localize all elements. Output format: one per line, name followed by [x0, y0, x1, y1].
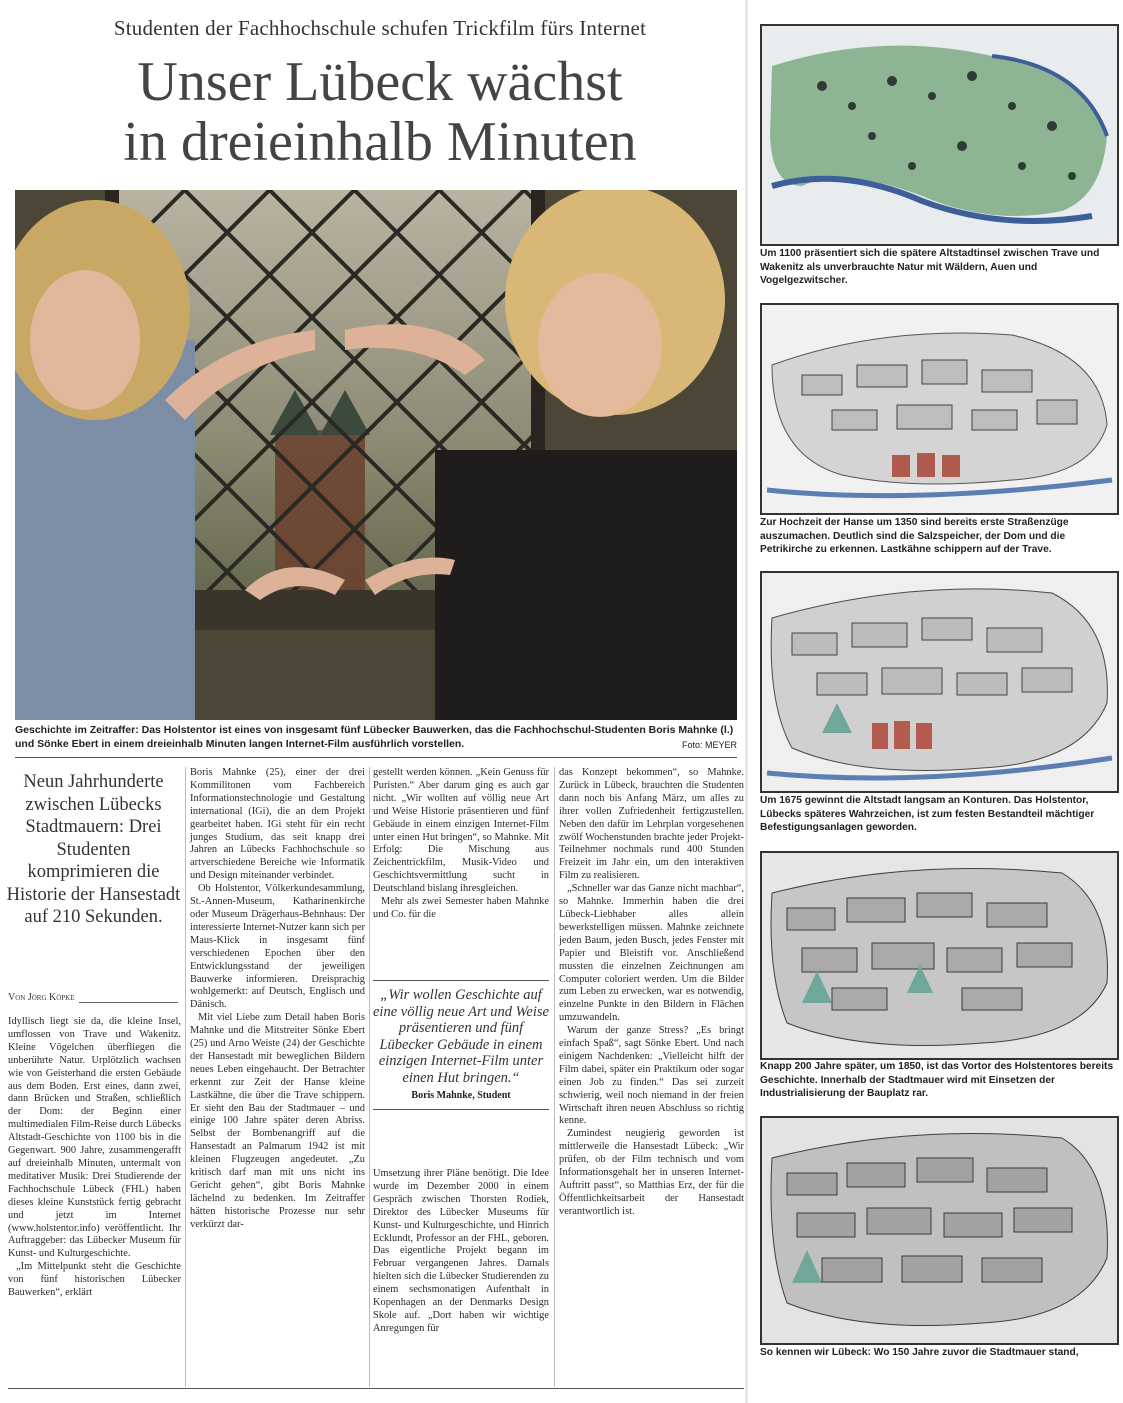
panel-1350-caption: Zur Hochzeit der Hanse um 1350 sind bereits erste Straßenzüge auszumachen. Deutlich sind die Salzspeicher, der Dom und die Petrikirche zu erkennen. Lastkähne schippern auf der Trave.: [760, 517, 1069, 556]
panel-today-image: [760, 1116, 1119, 1345]
headline: [0, 52, 760, 172]
panel-1850-image: [760, 851, 1119, 1060]
headline-line-2: in dreieinhalb Minuten: [123, 111, 637, 173]
kicker: Studenten der Fachhochschule schufen Trickfilm fürs Internet: [113, 16, 647, 40]
paragraph: Ob Holstentor, Völkerkundesammlung, St.-Annen-Museum, Katharinenkirche oder Museum Drägerhaus-Behnhaus: Der interessierte Internet-Nutzer kann sich per Maus-Klick in insgesamt fünf verschiedenen Epochen über den Entwicklungsstand der jeweiligen Bauwerke informieren. Dreisprachig wohlgemerkt: auf Deutsch, Englisch und Dänisch.: [190, 883, 365, 1011]
article-column-3-top: [373, 767, 549, 922]
panel-today-caption: So kennen wir Lübeck: Wo 150 Jahre zuvor die Stadtmauer stand,: [760, 1347, 1079, 1358]
paragraph: Mit viel Liebe zum Detail haben Boris Mahnke und die Mitstreiter Sönke Ebert (25) und Arno Weiste (24) der Geschichte der Hansestadt mit beweglichen Bildern neues Leben eingehaucht. Der Betrachter erkennt zur Zeit der Hanse kleine Lastkähne, die über die Trave schippern. Er sieht den Bau der Stadtmauer – und einige 100 Jahre später deren Abriss. Selbst der Bombenangriff auf die Hansestadt an Palmarum 1942 ist mit kleinen Flugzeugen angedeutet. „Zu kritisch darf man mit uns nicht ins Gericht gehen“, gibt Boris Mahnke lächelnd zu bedenken. Im Zeitraffer hätten historische Prozesse nur sehr verkürzt dar-: [190, 1012, 365, 1230]
photo-illustration: [15, 190, 737, 720]
subheadline: Neun Jahrhunderte zwischen Lübecks Stadtmauern: Drei Studenten komprimieren die Historie der Hansestadt auf 210 Sekunden.: [6, 772, 181, 927]
bottom-rule: [8, 1388, 744, 1389]
panel-1100-image: [760, 24, 1119, 246]
article-column-4: [559, 767, 744, 1219]
divider-rule: [15, 757, 737, 758]
photo-caption-text: Geschichte im Zeitraffer: Das Holstentor ist eines von insgesamt fünf Lübecker Bauwerken, das die Fachhochschul-Studenten Boris Mahnke (l.) und Sönke Ebert in einem dreieinhalb Minuten langen Internet-Film ausführlich vorstellen.: [15, 724, 734, 750]
article-column-2: [190, 767, 365, 1232]
city-today-illustration: [762, 1118, 1117, 1343]
photo-credit: Foto: MEYER: [681, 740, 737, 750]
panel-1675-caption: Um 1675 gewinnt die Altstadt langsam an Konturen. Das Holstentor, Lübecks späteres Wahrzeichen, ist zum festen Bestandteil mächtiger Befestigungsanlagen geworden.: [760, 795, 1095, 834]
city-1675-illustration: [762, 573, 1117, 791]
city-1350-illustration: [762, 305, 1117, 513]
pull-quote: [373, 980, 549, 1110]
paragraph: „Im Mittelpunkt steht die Geschichte von fünf historischen Lübecker Bauwerken“, erklärt: [8, 1261, 181, 1299]
paragraph: Boris Mahnke (25), einer der drei Kommilitonen vom Fachbereich Informationstechnologie und Gestaltung international (IGi), die an dem Projekt gearbeitet haben. IGi steht für ein recht junges Studium, das seit knapp drei Jahren an Lübecks Fachhochschule so artverschiedene Bereiche wie Informatik und Design miteinander verbindet.: [190, 767, 365, 882]
article-column-3-bottom: [373, 1168, 549, 1336]
paragraph: gestellt werden können. „Kein Genuss für Puristen.“ Aber darum ging es auch gar nicht. „Wir wollten auf völlig neue Art und Weise Historie präsentieren und fünf Gebäude in einem einzigen Internet-Film unter einen Hut bringen“, so Mahnke. Mit Erfolg: Die Mischung aus Zeichentrickfilm, Musik-Video und Geschichtsvermittlung sucht in Deutschland bislang ihresgleichen.: [373, 767, 549, 895]
pull-quote-text: „Wir wollen Geschichte auf eine völlig neue Art und Weise präsentieren und fünf Lübecker Gebäude in einem einzigen Internet-Film unter einen Hut bringen.“: [373, 987, 549, 1086]
column-divider: [369, 767, 370, 1387]
pull-quote-author: Boris Mahnke, Student: [411, 1090, 511, 1101]
headline-line-1: Unser Lübeck wächst: [137, 51, 623, 113]
byline: Von Jörg Köpke: [8, 992, 79, 1003]
column-divider: [185, 767, 186, 1387]
sidebar-gutter: [745, 0, 748, 1403]
panel-1675-image: [760, 571, 1119, 793]
panel-1350-image: [760, 303, 1119, 515]
column-divider: [554, 767, 555, 1387]
paragraph: Idyllisch liegt sie da, die kleine Insel, umflossen von Trave und Wakenitz. Kleine Vögelchen überfliegen die unberührte Natur. Urplötzlich wachsen wie von Geisterhand die ersten Gebäude aus dem Boden. Erst eines, dann zwei, dann Brücken und Straßen, schließlich der Dom: der Beginn einer multimedialen Film-Reise durch Lübecks Altstadt-Geschichte von 1100 bis in die Gegenwart. 900 Jahre, zusammengerafft auf dreieinhalb Minuten, untermalt von meditativer Musik: Drei Studierende der Fachhochschule Lübeck (FHL) haben dieses kleine Kunststück fertig gebracht und jetzt im Internet (www.holstentor.info) veröffentlicht. Ihr Auftraggeber: das Lübecker Museum für Kunst- und Kulturgeschichte.: [8, 1016, 181, 1260]
article-column-1: [8, 1016, 181, 1300]
paragraph: Warum der ganze Stress? „Es bringt einfach Spaß“, sagt Sönke Ebert. Und nach einigem Nachdenken: „Vielleicht hilft der Film dabei, später ein Praktikum oder sogar einen Job zu finden.“ Das sei zurzeit schwierig, weil noch niemand in der freien Wirtschaft ihren neuen Abschluss so richtig kenne.: [559, 1025, 744, 1127]
paragraph: Umsetzung ihrer Pläne benötigt. Die Idee wurde im Dezember 2000 in einem Gespräch zwischen Thorsten Rodiek, Direktor des Lübecker Museums für Kunst- und Kulturgeschichte, und Hinrich Ecklundt, Professor an der FHL, geboren. Das eigentliche Projekt begann im Februar vergangenen Jahres. Damals hielten sich die Lübecker Studierenden zu einem sechsmonatigen Aufenthalt in Kopenhagen an der Denmarks Design Skole auf. „Dort haben wir wichtige Anregungen für: [373, 1168, 549, 1334]
paragraph: das Konzept bekommen“, so Mahnke. Zurück in Lübeck, brauchten die Studenten dann noch bis Anfang März, um alles zu ihrer vollen Zufriedenheit fertigzustellen. Neben den dafür im Lehrplan vorgesehenen zwölf Wochenstunden brachte jeder Projekt-Teilnehmer nochmals rund 400 Stunden Freizeit im Jahr ein, um den interaktiven Film zu realisieren.: [559, 767, 744, 882]
panel-1850-caption: Knapp 200 Jahre später, um 1850, ist das Vortor des Holstentores bereits Geschichte. Innerhalb der Stadtmauer wird mit Einsetzen der Industrialisierung der Bauplatz rar.: [760, 1061, 1114, 1100]
photo-caption: [15, 723, 737, 752]
panel-1100-caption: Um 1100 präsentiert sich die spätere Altstadtinsel zwischen Trave und Wakenitz als unverbrauchte Natur mit Wäldern, Auen und Vogelgezwitscher.: [760, 248, 1100, 287]
paragraph: Zumindest neugierig geworden ist mittlerweile die Hansestadt Lübeck: „Wir prüfen, ob der Film technisch und vom Informationsgehalt her in unseren Internet-Auftritt passt“, so Matthias Erz, der für die Öffentlichkeitsarbeit der Hansestadt verantwortlich ist.: [559, 1128, 744, 1217]
main-photo: [15, 190, 737, 720]
paragraph: „Schneller war das Ganze nicht machbar“, so Mahnke. Immerhin haben die drei Lübeck-Liebhaber alles allein bewerkstelligen müssen. Mahnke zeichnete jeden Baum, jeden Busch, jedes Fenster mit Papier und Bleistift vor. Anschließend mussten die einzelnen Zeichnungen am Computer coloriert werden. Um die Bilder zum Leben zu erwecken, war es notwendig, einzelne Punkte in den Bildern in Flächen umzuwandeln.: [559, 883, 744, 1024]
city-1850-illustration: [762, 853, 1117, 1058]
island-nature-illustration: [762, 26, 1117, 244]
paragraph: Mehr als zwei Semester haben Mahnke und Co. für die: [373, 896, 549, 920]
